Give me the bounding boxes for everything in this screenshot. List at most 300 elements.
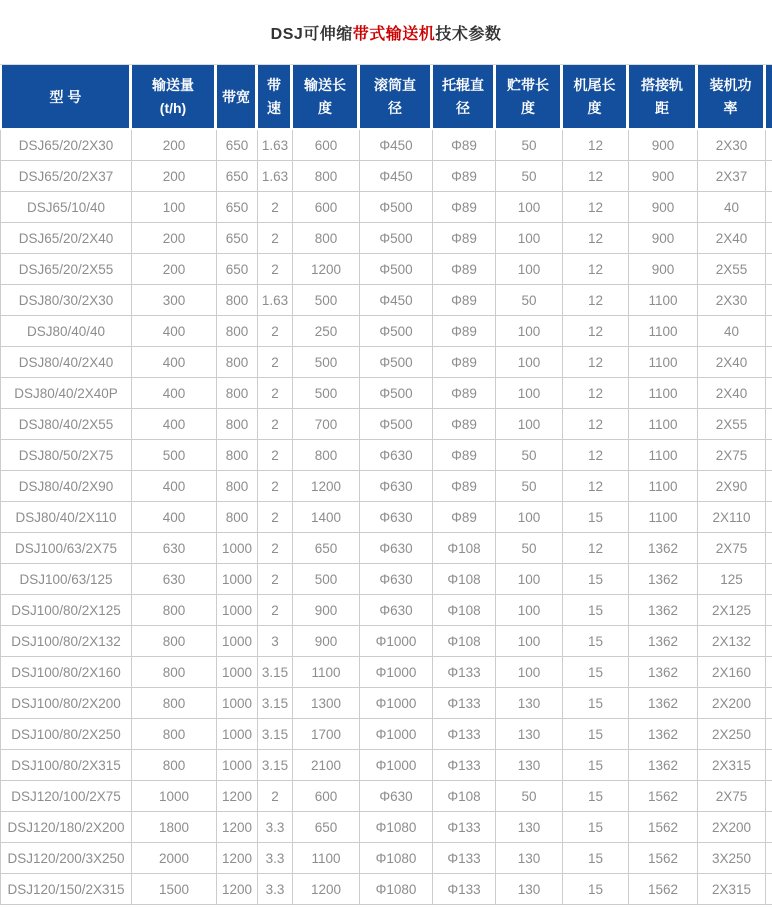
cell-belt-speed: 2 — [258, 533, 293, 564]
cell-tail-len: 12 — [563, 223, 629, 254]
cell-storage-len: 50 — [496, 471, 563, 502]
cell-belt-speed: 3.15 — [258, 719, 293, 750]
cell-model: DSJ100/80/2X132 — [0, 626, 132, 657]
cell-power: 2X30 — [698, 285, 766, 316]
cell-length: 1200 — [293, 471, 360, 502]
cell-power: 2X30 — [698, 130, 766, 161]
cell-capacity: 800 — [132, 750, 217, 781]
cell-storage-len: 50 — [496, 440, 563, 471]
cell-capacity: 630 — [132, 564, 217, 595]
cell-rail-gauge: 1100 — [629, 285, 698, 316]
table-row — [0, 161, 772, 192]
cell-storage-len: 100 — [496, 316, 563, 347]
cell-capacity: 800 — [132, 595, 217, 626]
cell-storage-len: 50 — [496, 781, 563, 812]
cell-belt-speed: 1.63 — [258, 130, 293, 161]
page-title-highlight: 带式输送机 — [352, 25, 436, 43]
cell-roller-dia: Φ89 — [433, 409, 496, 440]
cell-capacity: 200 — [132, 254, 217, 285]
cell-power: 40 — [698, 192, 766, 223]
cell-capacity: 1000 — [132, 781, 217, 812]
table-row — [0, 223, 772, 254]
col-header-storage-len-label: 贮带长 度 — [507, 77, 549, 116]
cell-cutoff — [766, 564, 772, 595]
cell-rail-gauge: 900 — [629, 192, 698, 223]
cell-rail-gauge: 1362 — [629, 719, 698, 750]
cell-length: 600 — [293, 130, 360, 161]
cell-power: 3X250 — [698, 843, 766, 874]
cell-belt-width: 1000 — [217, 719, 258, 750]
cell-storage-len: 130 — [496, 812, 563, 843]
cell-tail-len: 15 — [563, 843, 629, 874]
cell-belt-speed: 2 — [258, 223, 293, 254]
cell-model: DSJ120/180/2X200 — [0, 812, 132, 843]
cell-storage-len: 100 — [496, 223, 563, 254]
table-row — [0, 285, 772, 316]
cell-drum-dia: Φ500 — [360, 254, 433, 285]
cell-capacity: 400 — [132, 502, 217, 533]
cell-rail-gauge: 1362 — [629, 595, 698, 626]
col-header-belt-speed — [258, 65, 293, 130]
col-header-power-label: 装机功 率 — [709, 77, 752, 116]
cell-capacity: 400 — [132, 347, 217, 378]
cell-belt-width: 800 — [217, 440, 258, 471]
cell-model: DSJ80/40/2X55 — [0, 409, 132, 440]
cell-rail-gauge: 1562 — [629, 874, 698, 905]
cell-roller-dia: Φ89 — [433, 378, 496, 409]
header-row — [0, 65, 772, 130]
cell-power: 2X90 — [698, 471, 766, 502]
cell-capacity: 300 — [132, 285, 217, 316]
cell-belt-width: 800 — [217, 378, 258, 409]
cell-length: 700 — [293, 409, 360, 440]
cell-drum-dia: Φ1080 — [360, 874, 433, 905]
cell-belt-width: 650 — [217, 254, 258, 285]
cell-rail-gauge: 1100 — [629, 378, 698, 409]
cell-belt-width: 650 — [217, 130, 258, 161]
cell-capacity: 800 — [132, 719, 217, 750]
cell-belt-speed: 3.3 — [258, 874, 293, 905]
col-header-drum-dia-label: 滚筒直 径 — [374, 77, 416, 116]
cell-tail-len: 15 — [563, 595, 629, 626]
cell-belt-speed: 3.3 — [258, 812, 293, 843]
table-row — [0, 657, 772, 688]
cell-rail-gauge: 1362 — [629, 564, 698, 595]
col-header-cutoff-label — [766, 65, 772, 128]
cell-storage-len: 50 — [496, 161, 563, 192]
table-row — [0, 378, 772, 409]
cell-roller-dia: Φ89 — [433, 130, 496, 161]
cell-capacity: 400 — [132, 378, 217, 409]
cell-length: 1200 — [293, 254, 360, 285]
cell-belt-speed: 2 — [258, 254, 293, 285]
cell-storage-len: 100 — [496, 347, 563, 378]
cell-rail-gauge: 1100 — [629, 347, 698, 378]
cell-belt-speed: 2 — [258, 595, 293, 626]
cell-tail-len: 15 — [563, 719, 629, 750]
cell-belt-speed: 1.63 — [258, 285, 293, 316]
cell-tail-len: 12 — [563, 347, 629, 378]
cell-tail-len: 12 — [563, 440, 629, 471]
cell-capacity: 1500 — [132, 874, 217, 905]
table-row — [0, 750, 772, 781]
cell-model: DSJ65/10/40 — [0, 192, 132, 223]
cell-storage-len: 100 — [496, 254, 563, 285]
table-row — [0, 409, 772, 440]
cell-tail-len: 12 — [563, 161, 629, 192]
cell-cutoff — [766, 316, 772, 347]
cell-drum-dia: Φ450 — [360, 161, 433, 192]
cell-model: DSJ100/63/2X75 — [0, 533, 132, 564]
cell-rail-gauge: 1100 — [629, 409, 698, 440]
cell-length: 650 — [293, 812, 360, 843]
cell-power: 2X125 — [698, 595, 766, 626]
col-header-length — [293, 65, 360, 130]
cell-cutoff — [766, 626, 772, 657]
cell-drum-dia: Φ1080 — [360, 843, 433, 874]
cell-length: 800 — [293, 223, 360, 254]
cell-length: 1100 — [293, 657, 360, 688]
cell-length: 600 — [293, 781, 360, 812]
cell-capacity: 200 — [132, 223, 217, 254]
cell-length: 800 — [293, 161, 360, 192]
cell-capacity: 200 — [132, 161, 217, 192]
cell-tail-len: 12 — [563, 130, 629, 161]
table-row — [0, 843, 772, 874]
cell-tail-len: 15 — [563, 564, 629, 595]
cell-roller-dia: Φ133 — [433, 812, 496, 843]
cell-belt-width: 1000 — [217, 564, 258, 595]
cell-power: 2X40 — [698, 347, 766, 378]
cell-roller-dia: Φ108 — [433, 626, 496, 657]
cell-capacity: 500 — [132, 440, 217, 471]
cell-model: DSJ100/80/2X315 — [0, 750, 132, 781]
col-header-capacity-label: 输送量 (t/h) — [152, 77, 194, 116]
cell-roller-dia: Φ89 — [433, 347, 496, 378]
cell-power: 2X132 — [698, 626, 766, 657]
cell-drum-dia: Φ500 — [360, 347, 433, 378]
cell-cutoff — [766, 347, 772, 378]
col-header-roller-dia-label: 托辊直 径 — [442, 77, 484, 116]
cell-rail-gauge: 1562 — [629, 843, 698, 874]
cell-roller-dia: Φ133 — [433, 688, 496, 719]
cell-cutoff — [766, 471, 772, 502]
table-row — [0, 502, 772, 533]
cell-drum-dia: Φ500 — [360, 378, 433, 409]
cell-rail-gauge: 1562 — [629, 812, 698, 843]
cell-cutoff — [766, 750, 772, 781]
cell-roller-dia: Φ108 — [433, 564, 496, 595]
cell-length: 1300 — [293, 688, 360, 719]
cell-belt-width: 1200 — [217, 843, 258, 874]
cell-cutoff — [766, 533, 772, 564]
cell-length: 500 — [293, 347, 360, 378]
cell-belt-width: 650 — [217, 223, 258, 254]
cell-power: 2X200 — [698, 688, 766, 719]
cell-belt-speed: 2 — [258, 781, 293, 812]
cell-roller-dia: Φ89 — [433, 223, 496, 254]
cell-storage-len: 50 — [496, 285, 563, 316]
cell-storage-len: 50 — [496, 533, 563, 564]
cell-model: DSJ120/100/2X75 — [0, 781, 132, 812]
cell-roller-dia: Φ89 — [433, 316, 496, 347]
cell-storage-len: 130 — [496, 843, 563, 874]
cell-storage-len: 100 — [496, 626, 563, 657]
cell-cutoff — [766, 595, 772, 626]
cell-roller-dia: Φ89 — [433, 440, 496, 471]
cell-power: 2X160 — [698, 657, 766, 688]
cell-belt-width: 800 — [217, 347, 258, 378]
cell-belt-speed: 3.15 — [258, 688, 293, 719]
cell-roller-dia: Φ133 — [433, 843, 496, 874]
cell-belt-width: 800 — [217, 285, 258, 316]
cell-tail-len: 15 — [563, 688, 629, 719]
cell-rail-gauge: 1362 — [629, 750, 698, 781]
cell-tail-len: 12 — [563, 378, 629, 409]
cell-drum-dia: Φ500 — [360, 409, 433, 440]
cell-drum-dia: Φ500 — [360, 316, 433, 347]
table-clip — [0, 64, 772, 905]
cell-storage-len: 100 — [496, 378, 563, 409]
cell-model: DSJ80/40/2X40P — [0, 378, 132, 409]
table-body — [0, 130, 772, 905]
cell-power: 2X315 — [698, 874, 766, 905]
cell-cutoff — [766, 781, 772, 812]
page-title — [0, 0, 772, 64]
cell-belt-width: 800 — [217, 316, 258, 347]
cell-belt-speed: 2 — [258, 316, 293, 347]
cell-length: 2100 — [293, 750, 360, 781]
cell-belt-width: 800 — [217, 409, 258, 440]
cell-rail-gauge: 900 — [629, 130, 698, 161]
cell-roller-dia: Φ89 — [433, 254, 496, 285]
cell-model: DSJ65/20/2X37 — [0, 161, 132, 192]
cell-rail-gauge: 1100 — [629, 440, 698, 471]
cell-belt-speed: 2 — [258, 502, 293, 533]
table-row — [0, 192, 772, 223]
col-header-tail-len-label: 机尾长 度 — [573, 77, 616, 116]
col-header-tail-len — [563, 65, 629, 130]
cell-model: DSJ100/63/125 — [0, 564, 132, 595]
cell-rail-gauge: 1100 — [629, 471, 698, 502]
cell-drum-dia: Φ1000 — [360, 688, 433, 719]
cell-power: 125 — [698, 564, 766, 595]
cell-belt-speed: 3 — [258, 626, 293, 657]
cell-belt-width: 800 — [217, 471, 258, 502]
table-row — [0, 719, 772, 750]
table-row — [0, 781, 772, 812]
col-header-belt-speed-label: 带 速 — [267, 77, 281, 116]
cell-cutoff — [766, 688, 772, 719]
cell-cutoff — [766, 502, 772, 533]
table-row — [0, 316, 772, 347]
cell-drum-dia: Φ450 — [360, 130, 433, 161]
cell-drum-dia: Φ630 — [360, 471, 433, 502]
cell-length: 500 — [293, 285, 360, 316]
cell-capacity: 400 — [132, 471, 217, 502]
cell-model: DSJ80/30/2X30 — [0, 285, 132, 316]
cell-model: DSJ80/40/40 — [0, 316, 132, 347]
col-header-belt-width — [217, 65, 258, 130]
cell-tail-len: 15 — [563, 812, 629, 843]
cell-length: 650 — [293, 533, 360, 564]
cell-power: 2X40 — [698, 223, 766, 254]
cell-rail-gauge: 1362 — [629, 657, 698, 688]
cell-roller-dia: Φ89 — [433, 471, 496, 502]
cell-roller-dia: Φ89 — [433, 502, 496, 533]
cell-belt-speed: 2 — [258, 347, 293, 378]
cell-storage-len: 100 — [496, 192, 563, 223]
cell-belt-speed: 2 — [258, 192, 293, 223]
cell-power: 2X110 — [698, 502, 766, 533]
cell-belt-width: 1000 — [217, 626, 258, 657]
cell-roller-dia: Φ108 — [433, 533, 496, 564]
cell-capacity: 2000 — [132, 843, 217, 874]
cell-length: 1700 — [293, 719, 360, 750]
cell-storage-len: 100 — [496, 595, 563, 626]
cell-cutoff — [766, 843, 772, 874]
cell-belt-speed: 1.63 — [258, 161, 293, 192]
cell-model: DSJ120/200/3X250 — [0, 843, 132, 874]
cell-capacity: 100 — [132, 192, 217, 223]
cell-length: 1200 — [293, 874, 360, 905]
cell-capacity: 1800 — [132, 812, 217, 843]
cell-cutoff — [766, 223, 772, 254]
col-header-belt-width-label: 带宽 — [222, 88, 250, 105]
cell-roller-dia: Φ133 — [433, 874, 496, 905]
cell-power: 40 — [698, 316, 766, 347]
cell-storage-len: 100 — [496, 564, 563, 595]
cell-storage-len: 100 — [496, 657, 563, 688]
cell-roller-dia: Φ133 — [433, 719, 496, 750]
cell-length: 500 — [293, 564, 360, 595]
cell-drum-dia: Φ630 — [360, 502, 433, 533]
table-row — [0, 595, 772, 626]
cell-drum-dia: Φ1000 — [360, 626, 433, 657]
cell-belt-speed: 3.15 — [258, 750, 293, 781]
cell-storage-len: 130 — [496, 750, 563, 781]
page-title-prefix: DSJ可伸缩 — [270, 25, 353, 43]
cell-power: 2X200 — [698, 812, 766, 843]
cell-tail-len: 12 — [563, 533, 629, 564]
cell-belt-width: 800 — [217, 502, 258, 533]
table-row — [0, 688, 772, 719]
col-header-rail-gauge-label: 搭接轨 距 — [641, 77, 683, 116]
cell-drum-dia: Φ1000 — [360, 657, 433, 688]
col-header-power — [698, 65, 766, 130]
cell-length: 800 — [293, 440, 360, 471]
cell-model: DSJ100/80/2X200 — [0, 688, 132, 719]
col-header-length-label: 输送长 度 — [304, 77, 346, 116]
cell-storage-len: 100 — [496, 409, 563, 440]
cell-model: DSJ80/40/2X110 — [0, 502, 132, 533]
cell-model: DSJ80/40/2X90 — [0, 471, 132, 502]
cell-belt-width: 1000 — [217, 657, 258, 688]
cell-model: DSJ80/50/2X75 — [0, 440, 132, 471]
cell-drum-dia: Φ630 — [360, 781, 433, 812]
cell-rail-gauge: 1100 — [629, 502, 698, 533]
cell-cutoff — [766, 657, 772, 688]
cell-drum-dia: Φ630 — [360, 564, 433, 595]
cell-rail-gauge: 900 — [629, 254, 698, 285]
cell-belt-width: 1000 — [217, 533, 258, 564]
cell-capacity: 800 — [132, 657, 217, 688]
cell-roller-dia: Φ89 — [433, 161, 496, 192]
col-header-rail-gauge — [629, 65, 698, 130]
cell-belt-width: 1000 — [217, 688, 258, 719]
cell-belt-width: 1200 — [217, 781, 258, 812]
cell-length: 600 — [293, 192, 360, 223]
col-header-model — [0, 65, 132, 130]
cell-belt-width: 1200 — [217, 812, 258, 843]
cell-storage-len: 100 — [496, 502, 563, 533]
cell-power: 2X315 — [698, 750, 766, 781]
table-row — [0, 812, 772, 843]
col-header-model-label: 型 号 — [49, 88, 82, 105]
cell-cutoff — [766, 874, 772, 905]
cell-storage-len: 130 — [496, 719, 563, 750]
cell-storage-len: 130 — [496, 874, 563, 905]
cell-drum-dia: Φ1000 — [360, 719, 433, 750]
cell-rail-gauge: 1362 — [629, 688, 698, 719]
cell-power: 2X55 — [698, 409, 766, 440]
cell-capacity: 800 — [132, 626, 217, 657]
cell-power: 2X75 — [698, 781, 766, 812]
cell-cutoff — [766, 192, 772, 223]
cell-length: 1400 — [293, 502, 360, 533]
cell-roller-dia: Φ133 — [433, 657, 496, 688]
col-header-storage-len — [496, 65, 563, 130]
cell-capacity: 400 — [132, 316, 217, 347]
table-row — [0, 440, 772, 471]
cell-roller-dia: Φ133 — [433, 750, 496, 781]
cell-model: DSJ65/20/2X40 — [0, 223, 132, 254]
cell-drum-dia: Φ450 — [360, 285, 433, 316]
cell-power: 2X75 — [698, 533, 766, 564]
cell-cutoff — [766, 719, 772, 750]
cell-model: DSJ80/40/2X40 — [0, 347, 132, 378]
cell-tail-len: 12 — [563, 316, 629, 347]
cell-cutoff — [766, 812, 772, 843]
cell-cutoff — [766, 254, 772, 285]
cell-rail-gauge: 900 — [629, 223, 698, 254]
cell-rail-gauge: 1562 — [629, 781, 698, 812]
cell-belt-speed: 3.3 — [258, 843, 293, 874]
cell-roller-dia: Φ89 — [433, 285, 496, 316]
table-row — [0, 626, 772, 657]
cell-drum-dia: Φ500 — [360, 223, 433, 254]
cell-tail-len: 12 — [563, 285, 629, 316]
cell-model: DSJ120/150/2X315 — [0, 874, 132, 905]
cell-length: 250 — [293, 316, 360, 347]
cell-drum-dia: Φ1080 — [360, 812, 433, 843]
cell-belt-speed: 2 — [258, 378, 293, 409]
cell-power: 2X250 — [698, 719, 766, 750]
cell-power: 2X37 — [698, 161, 766, 192]
cell-capacity: 400 — [132, 409, 217, 440]
cell-roller-dia: Φ108 — [433, 595, 496, 626]
cell-tail-len: 15 — [563, 502, 629, 533]
col-header-capacity — [132, 65, 217, 130]
cell-drum-dia: Φ500 — [360, 192, 433, 223]
cell-length: 900 — [293, 626, 360, 657]
cell-tail-len: 12 — [563, 254, 629, 285]
cell-rail-gauge: 1362 — [629, 533, 698, 564]
cell-belt-width: 650 — [217, 161, 258, 192]
cell-tail-len: 15 — [563, 750, 629, 781]
cell-rail-gauge: 1362 — [629, 626, 698, 657]
col-header-cutoff — [766, 65, 772, 130]
